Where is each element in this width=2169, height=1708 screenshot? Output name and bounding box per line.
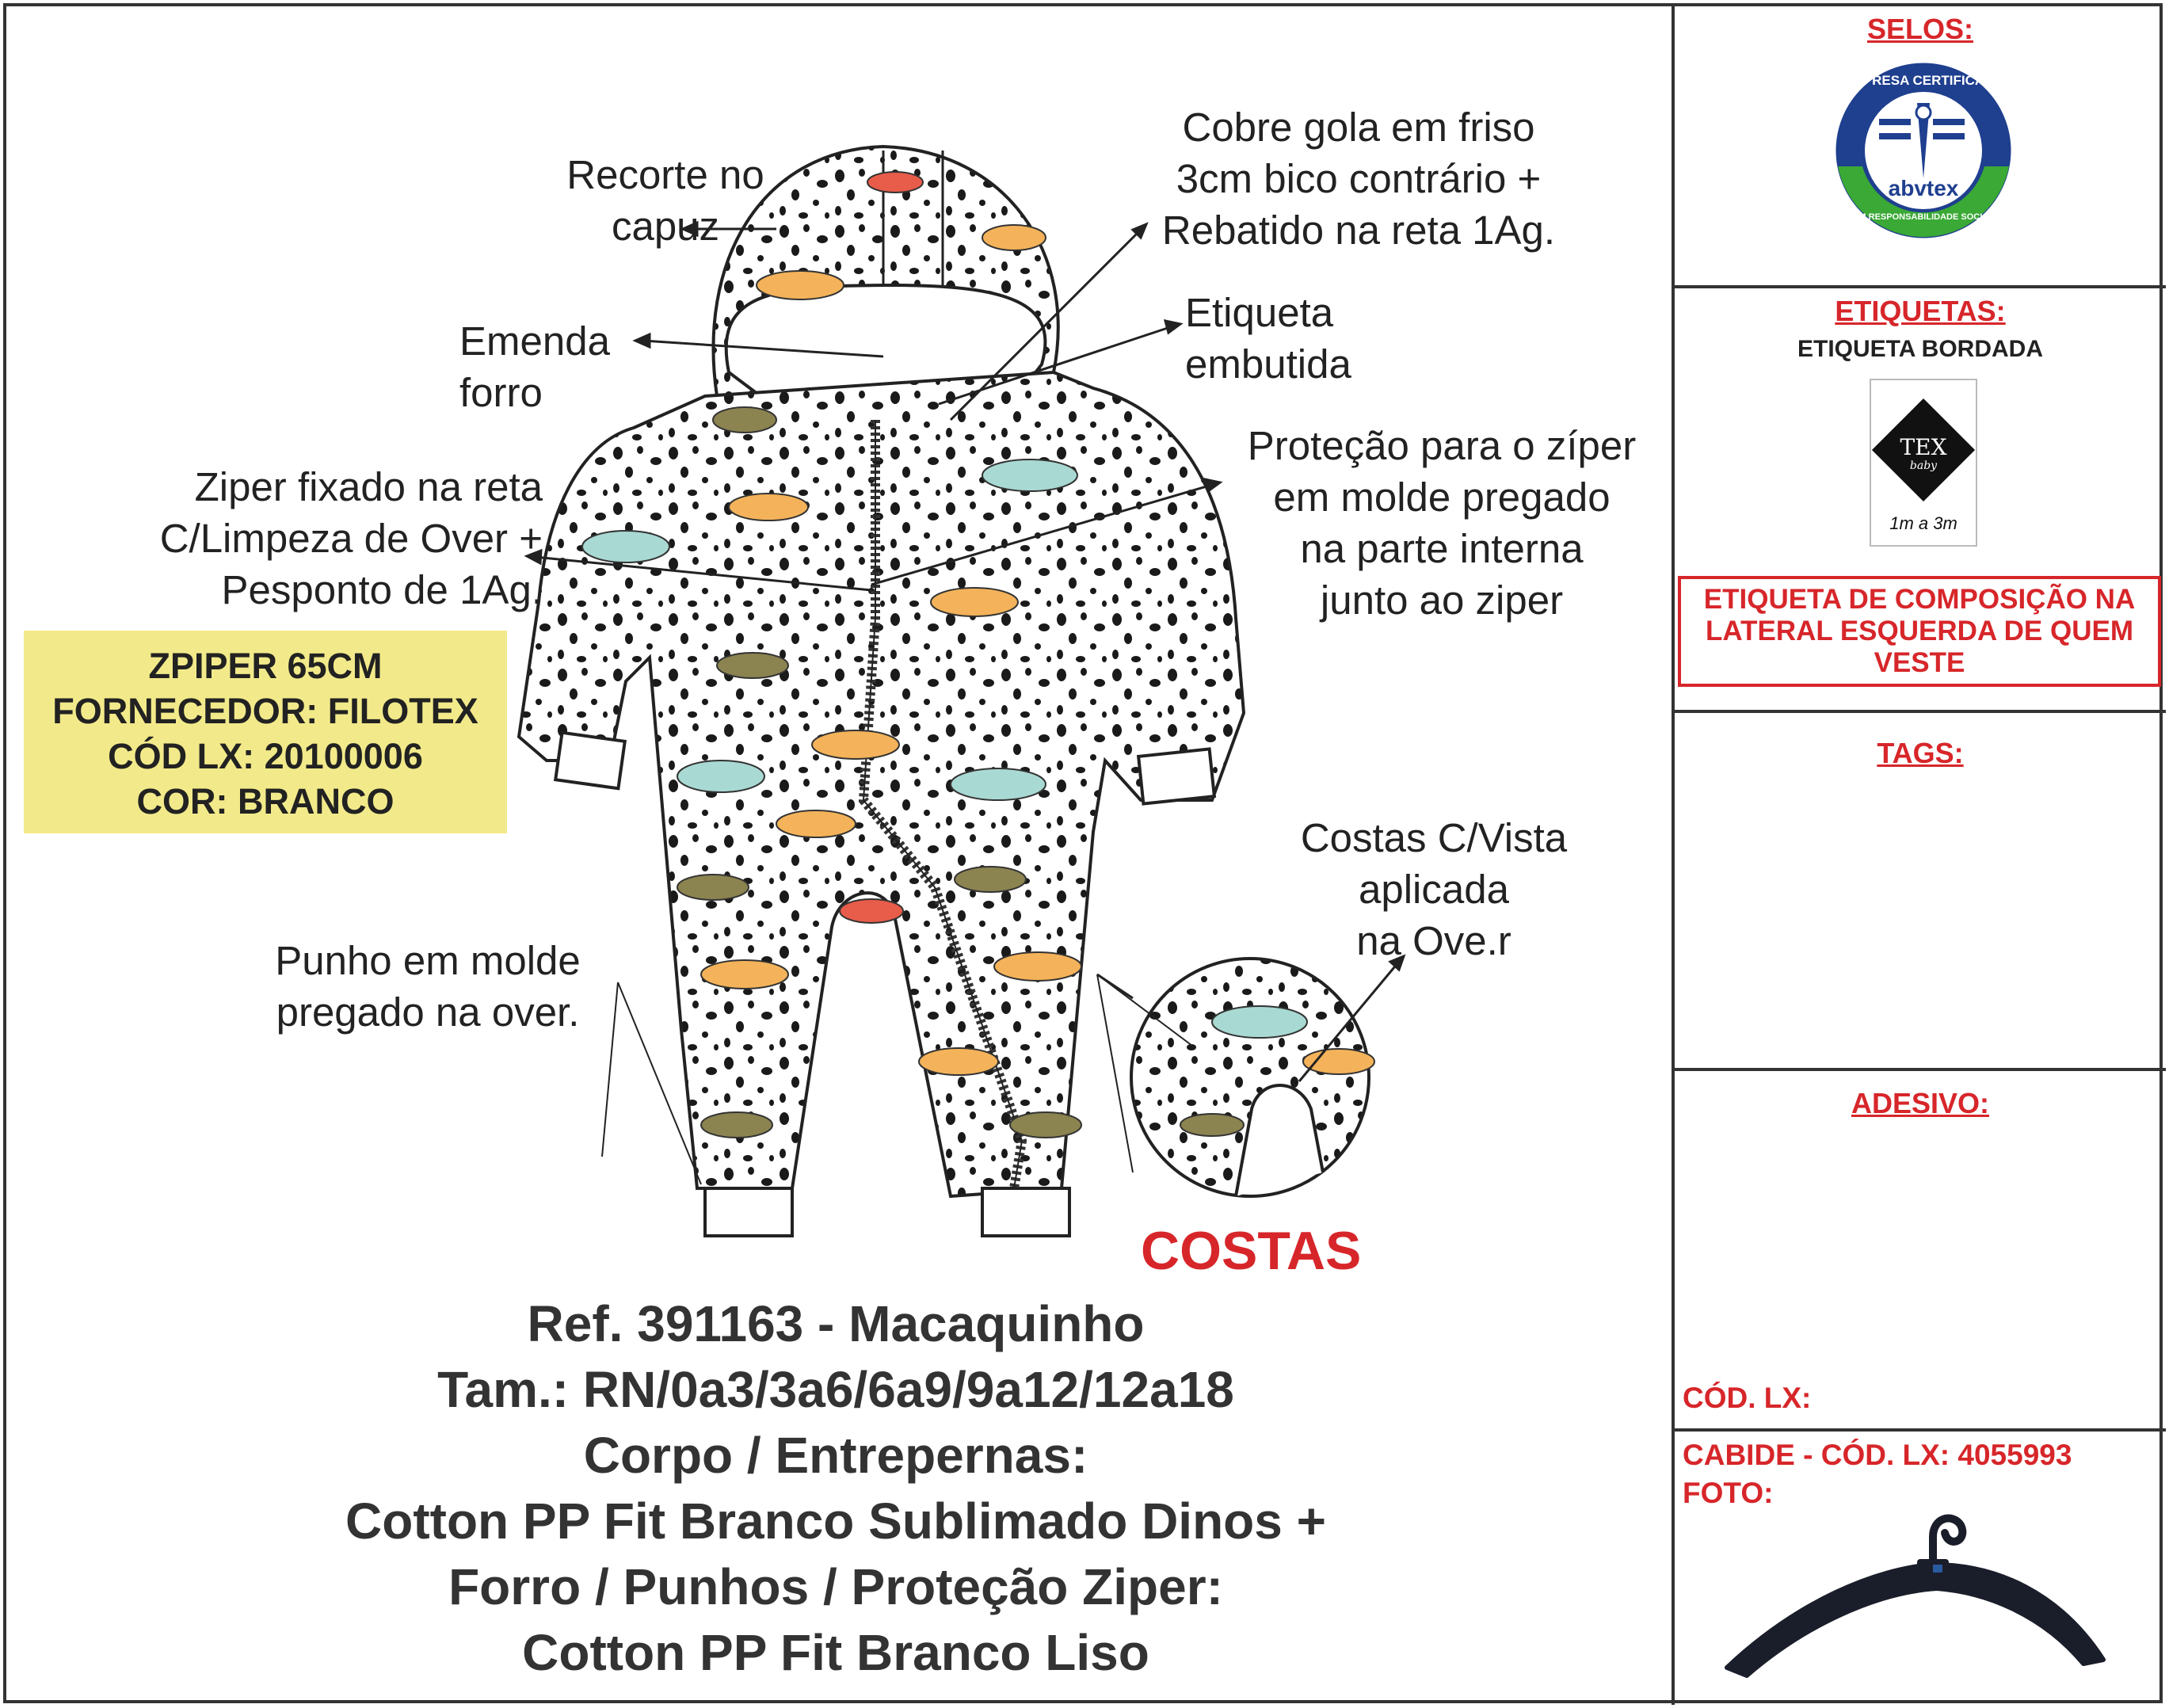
label-sub-text: baby	[1909, 459, 1938, 472]
annotation-line: Costas C/Vista	[1300, 815, 1568, 860]
annotation-punho	[246, 935, 610, 1038]
annotation-cobre-gola	[1125, 101, 1592, 256]
cabide-label: CABIDE - CÓD. LX: 4055993	[1683, 1439, 2072, 1471]
annotation-recorte	[539, 149, 792, 252]
left-cuff	[705, 1188, 792, 1236]
annotation-ziper	[95, 461, 543, 616]
annotation-line: na Ove.r	[1356, 918, 1511, 963]
brand-label	[1870, 379, 1977, 547]
annotation-line: Ziper fixado na reta	[194, 464, 543, 509]
label-logo-text: TEX	[1900, 434, 1947, 460]
composition-line: ETIQUETA DE COMPOSIÇÃO NA	[1703, 584, 2136, 615]
annotation-etiqueta-embutida	[1185, 287, 1351, 390]
zipper-info-line: COR: BRANCO	[136, 781, 395, 822]
annotation-line: forro	[459, 370, 543, 415]
composition-line: VESTE	[1874, 647, 1965, 678]
product-sizes: Tam.: RN/0a3/3a6/6a9/9a12/12a18	[437, 1361, 1234, 1418]
right-cuff	[982, 1188, 1069, 1236]
annotation-line: Proteção para o zíper	[1247, 423, 1637, 468]
product-ref: Ref. 391163 - Macaquinho	[527, 1295, 1145, 1352]
annotation-line: Cobre gola em friso	[1182, 105, 1535, 150]
annotation-protecao	[1216, 420, 1668, 626]
composition-line: LATERAL ESQUERDA DE QUEM	[1706, 616, 2133, 646]
zipper-info-line: FORNECEDOR: FILOTEX	[52, 691, 478, 731]
annotation-line: Rebatido na reta 1Ag.	[1161, 208, 1556, 253]
annotation-line: Emenda	[459, 318, 610, 364]
seal-text-layer	[1835, 65, 2012, 242]
corpo-fabric: Cotton PP Fit Branco Sublimado Dinos +	[345, 1493, 1326, 1550]
right-sleeve-cuff	[1138, 749, 1214, 803]
left-sleeve-cuff	[555, 733, 625, 789]
annotation-line: 3cm bico contrário +	[1176, 156, 1542, 201]
annotation-line: Punho em molde	[275, 938, 581, 983]
annotation-line: aplicada	[1359, 867, 1509, 912]
selos-title: SELOS:	[1866, 13, 1973, 45]
costas-label: COSTAS	[1141, 1221, 1362, 1281]
annotation-line: Pesponto de 1Ag.	[221, 567, 543, 612]
adesivo-title: ADESIVO:	[1851, 1087, 1990, 1119]
zipper-info-box	[24, 631, 507, 833]
forro-title: Forro / Punhos / Proteção Ziper:	[448, 1558, 1223, 1615]
seal-top-text: EMPRESA CERTIFICADA	[1843, 73, 2004, 88]
annotation-line: embutida	[1185, 341, 1351, 387]
cod-lx-label: CÓD. LX:	[1683, 1382, 1812, 1414]
foto-label: FOTO:	[1683, 1477, 1774, 1509]
annotation-line: em molde pregado	[1273, 475, 1611, 520]
zipper-info-line: ZPIPER 65CM	[148, 646, 383, 686]
hanger-photo	[1727, 1519, 2103, 1676]
annotation-line: Etiqueta	[1185, 290, 1334, 335]
composition-label-note	[1678, 576, 2161, 687]
annotation-line: junto ao ziper	[1320, 578, 1564, 623]
annotation-line: C/Limpeza de Over +	[159, 516, 543, 561]
tags-title: TAGS:	[1877, 737, 1964, 769]
annotation-line: pregado na over.	[276, 989, 580, 1035]
annotation-emenda	[459, 315, 610, 418]
annotation-line: Recorte no	[566, 152, 764, 197]
etiquetas-title: ETIQUETAS:	[1835, 295, 2006, 327]
annotation-costas-vista	[1267, 812, 1600, 966]
label-size-text: 1m a 3m	[1889, 513, 1957, 533]
forro-fabric: Cotton PP Fit Branco Liso	[522, 1624, 1149, 1681]
zipper-info-line: CÓD LX: 20100006	[108, 736, 423, 776]
etiqueta-bordada: ETIQUETA BORDADA	[1797, 336, 2043, 362]
seal-bottom-text: EM RESPONSABILIDADE SOCIAL	[1853, 212, 1994, 222]
seal-brand: abvtex	[1888, 176, 1959, 200]
annotation-line: na parte interna	[1300, 526, 1584, 571]
annotation-line: capuz	[611, 204, 720, 249]
corpo-title: Corpo / Entrepernas:	[583, 1427, 1088, 1484]
